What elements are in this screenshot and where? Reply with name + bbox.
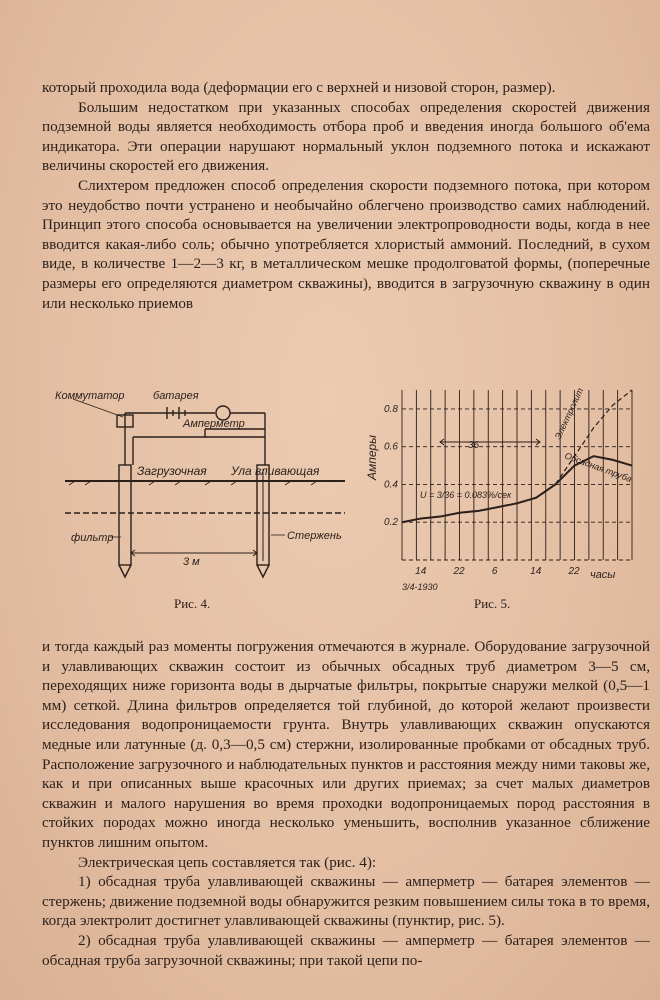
catching-well-label: Ула вливающая bbox=[231, 464, 320, 478]
figure-5-chart bbox=[362, 370, 652, 595]
interval-label: 36 bbox=[468, 440, 480, 451]
top-text bbox=[42, 78, 650, 313]
electrolyte-curve-label: Электролит bbox=[552, 386, 586, 441]
rod-label: Стержень bbox=[287, 530, 342, 542]
x-tick-label: 14 bbox=[530, 566, 542, 577]
paragraph-slichter: Слихтером предложен способ определения скорости подземного потока, при котором это неудобство почти устранено и необычайно облегчено производство самих наблюдений. Принцип этого способа основывается на увеличении электропроводности воды, когда в нее вводится какая-либо соль; обычно употребляется хлористый аммоний. Последний, в сухом виде, в количестве 1—2—3 кг, в металлическом мешке продолговатой формы, (поперечные размеры его определяются диаметром скважины), вводится в загрузочную скважину в один или несколько приемов bbox=[42, 176, 650, 312]
paragraph-disadvantage: Большим недостатком при указанных способах определения скоростей движения подземной воды является необходимость отбора проб и введения иногда большого об'ема индикатора. Эти операции нарушают нормальный уклон подземного потока и искажают величины скоростей его движения. bbox=[42, 98, 650, 175]
y-tick-label: 0.6 bbox=[384, 441, 398, 453]
figure-5-caption: Рис. 5. bbox=[474, 596, 511, 611]
loading-well-label: Загрузочная bbox=[137, 464, 207, 478]
x-tick-label: 22 bbox=[568, 566, 580, 577]
casing-curve-label: Обсадная труба bbox=[563, 450, 634, 485]
paragraph-circuit-intro: Электрическая цепь составляется так (рис. 4): bbox=[78, 853, 377, 871]
y-tick-label: 0.8 bbox=[384, 403, 398, 415]
bottom-text bbox=[42, 637, 650, 970]
commutator-label: Коммутатор bbox=[55, 390, 125, 402]
paragraph-continuation: который проходила вода (деформации его с верхней и низовой сторон, размер). bbox=[42, 79, 556, 96]
filter-label: фильтр bbox=[71, 532, 114, 544]
y-tick-label: 0.2 bbox=[384, 517, 398, 529]
x-tick-label: 6 bbox=[491, 566, 498, 577]
y-tick-label: 0.4 bbox=[384, 479, 398, 491]
x-axis-label: часы bbox=[590, 569, 616, 581]
paragraph-circuit-2: 2) обсадная труба улавливающей скважины — амперметр — батарея элементов — обсадная труба загрузочной скважины; при такой цепи по- bbox=[42, 931, 650, 969]
x-tick-label: 14 bbox=[415, 566, 427, 577]
figure-4-caption: Рис. 4. bbox=[174, 596, 211, 611]
paragraph-circuit-1: 1) обсадная труба улавливающей скважины — амперметр — батарея элементов — стержень; движение подземной воды обнаружится резким повышением силы тока в то время, когда электролит достигнет улавливающей скважины (пунктир, рис. 5). bbox=[42, 873, 650, 930]
battery-label: батарея bbox=[153, 390, 199, 402]
ammeter-label: Амперметр bbox=[183, 418, 245, 430]
distance-label: 3 м bbox=[183, 556, 200, 568]
figure-4-diagram bbox=[55, 385, 355, 595]
paragraph-equipment: и тогда каждый раз моменты погружения отмечаются в журнале. Оборудование загрузочной и улавливающих скважин состоит из обычных обсадных труб диаметром 3—5 см, переходящих ниже горизонта воды в дырчатые фильтры, покрытые снаружи мелкой (0,5—1 мм) сеткой. Длина фильтров определяется той глубиной, до которой желают произвести исследования водопроницаемости грунта. Внутрь улавливающих скважин опускаются медные или латунные (д. 0,3—0,5 см) стержни, изолированные пробками от обсадных труб. Расположение загрузочного и наблюдательных пунктов и расстояния между ними таковы же, как и при описанных выше красочных или других приемах; за счет малых диаметров скважин и малого нарушения во время проходки водопроницаемых пород расстояния в стойких породах можно иногда несколько уменьшить, восполнив указанное сближение пунктов лишним опытом. bbox=[42, 638, 650, 851]
velocity-formula: U = 3/36 = 0.083%/сек bbox=[420, 490, 512, 500]
y-axis-label: Амперы bbox=[365, 434, 379, 480]
x-tick-label: 22 bbox=[453, 566, 465, 577]
date-label: 3/4-1930 bbox=[402, 582, 438, 592]
